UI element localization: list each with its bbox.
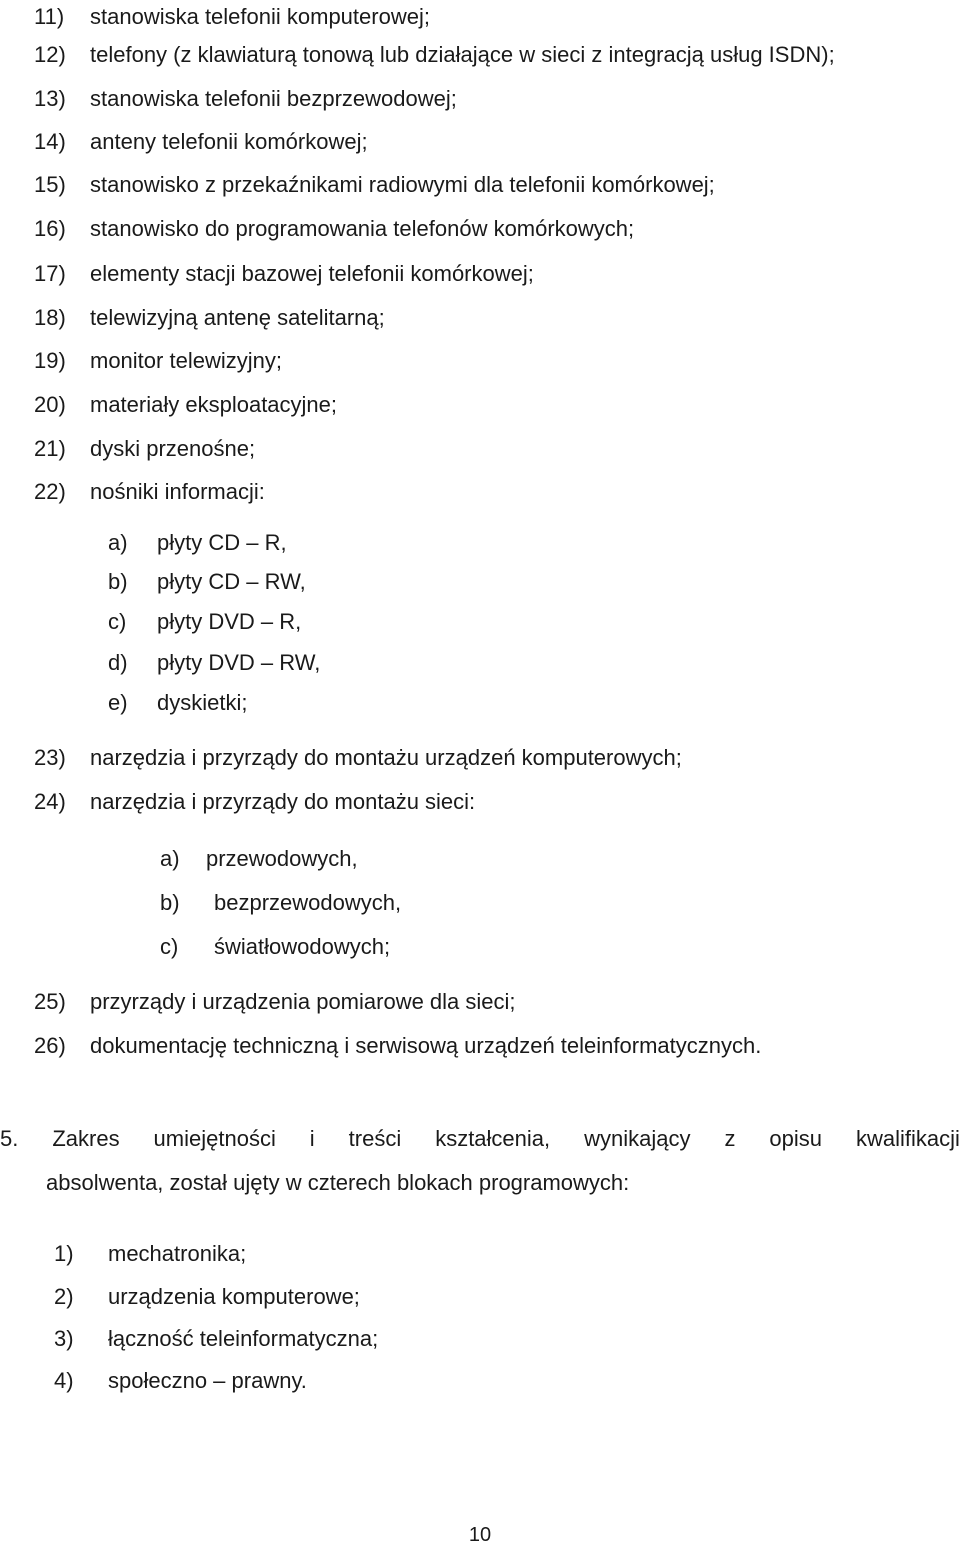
sublist-item-text: przewodowych,: [206, 846, 358, 871]
sublist-item-letter: b): [108, 569, 128, 594]
sublist-item-text: płyty CD – R,: [157, 530, 287, 555]
paragraph-word: i: [309, 1126, 315, 1151]
paragraph-word: wynikający: [584, 1126, 691, 1151]
list-item-text: anteny telefonii komórkowej;: [90, 129, 368, 154]
list-item-number: 1): [54, 1241, 74, 1266]
list-item-text: stanowiska telefonii komputerowej;: [90, 4, 430, 29]
list-item-text: narzędzia i przyrządy do montażu urządzeń komputerowych;: [90, 745, 682, 770]
list-item-text: urządzenia komputerowe;: [108, 1284, 360, 1309]
list-item-number: 12): [34, 42, 66, 67]
list-item-text: nośniki informacji:: [90, 479, 265, 504]
list-item-text: materiały eksploatacyjne;: [90, 392, 338, 417]
list-item-number: 15): [34, 172, 66, 197]
list-item-number: 21): [34, 436, 66, 461]
sublist-item-text: bezprzewodowych,: [214, 890, 402, 915]
sublist-item-letter: d): [108, 650, 128, 675]
list-item-text: narzędzia i przyrządy do montażu sieci:: [90, 789, 476, 814]
list-item-number: 20): [34, 392, 66, 417]
list-item-text: stanowiska telefonii bezprzewodowej;: [90, 86, 457, 111]
list-item-number: 13): [34, 86, 66, 111]
sublist-item-letter: b): [160, 890, 180, 915]
list-item-number: 3): [54, 1326, 74, 1351]
list-item-number: 19): [34, 348, 66, 373]
list-item-text: stanowisko z przekaźnikami radiowymi dla telefonii komórkowej;: [90, 172, 715, 197]
sublist-item-text: płyty DVD – RW,: [157, 650, 321, 675]
list-item-text: elementy stacji bazowej telefonii komórkowej;: [90, 261, 534, 286]
list-item-number: 16): [34, 216, 66, 241]
list-item-number: 4): [54, 1368, 74, 1393]
paragraph-word: kwalifikacji: [855, 1126, 960, 1151]
paragraph-word: opisu: [769, 1126, 823, 1151]
list-item-text: monitor telewizyjny;: [90, 348, 282, 373]
sublist-item-letter: c): [108, 609, 127, 634]
list-item-number: 23): [34, 745, 66, 770]
sublist-item-text: światłowodowych;: [214, 934, 391, 959]
page-number: 10: [468, 1524, 492, 1546]
sublist-item-letter: a): [108, 530, 128, 555]
paragraph-word: Zakres: [52, 1126, 120, 1151]
paragraph-word: z: [724, 1126, 736, 1151]
list-item-number: 2): [54, 1284, 74, 1309]
list-item-text: telewizyjną antenę satelitarną;: [90, 305, 385, 330]
list-item-text: przyrządy i urządzenia pomiarowe dla sieci;: [90, 989, 516, 1014]
sublist-item-text: płyty CD – RW,: [157, 569, 306, 594]
list-item-text: mechatronika;: [108, 1241, 247, 1266]
list-item-number: 25): [34, 989, 66, 1014]
list-item-number: 11): [34, 4, 65, 29]
paragraph-line: [0, 1126, 960, 1152]
paragraph-line: absolwenta, został ujęty w czterech blokach programowych:: [46, 1170, 630, 1195]
list-item-text: stanowisko do programowania telefonów komórkowych;: [90, 216, 635, 241]
list-item-number: 17): [34, 261, 66, 286]
list-item-number: 14): [34, 129, 66, 154]
list-item-number: 18): [34, 305, 66, 330]
list-item-number: 24): [34, 789, 66, 814]
sublist-item-letter: e): [108, 690, 128, 715]
list-item-number: 22): [34, 479, 66, 504]
list-item-text: dyski przenośne;: [90, 436, 256, 461]
list-item-text: społeczno – prawny.: [108, 1368, 307, 1393]
paragraph-word: kształcenia,: [435, 1126, 551, 1151]
list-item-text: telefony (z klawiaturą tonową lub działające w sieci z integracją usług ISDN);: [90, 42, 835, 67]
list-item-text: dokumentację techniczną i serwisową urządzeń teleinformatycznych.: [90, 1033, 762, 1058]
sublist-item-text: płyty DVD – R,: [157, 609, 302, 634]
list-item-number: 26): [34, 1033, 66, 1058]
sublist-item-text: dyskietki;: [157, 690, 248, 715]
paragraph-word: treści: [348, 1126, 402, 1151]
section-number: 5.: [0, 1126, 19, 1151]
list-item-text: łączność teleinformatyczna;: [108, 1326, 379, 1351]
sublist-item-letter: a): [160, 846, 180, 871]
paragraph-word: umiejętności: [153, 1126, 276, 1151]
sublist-item-letter: c): [160, 934, 179, 959]
